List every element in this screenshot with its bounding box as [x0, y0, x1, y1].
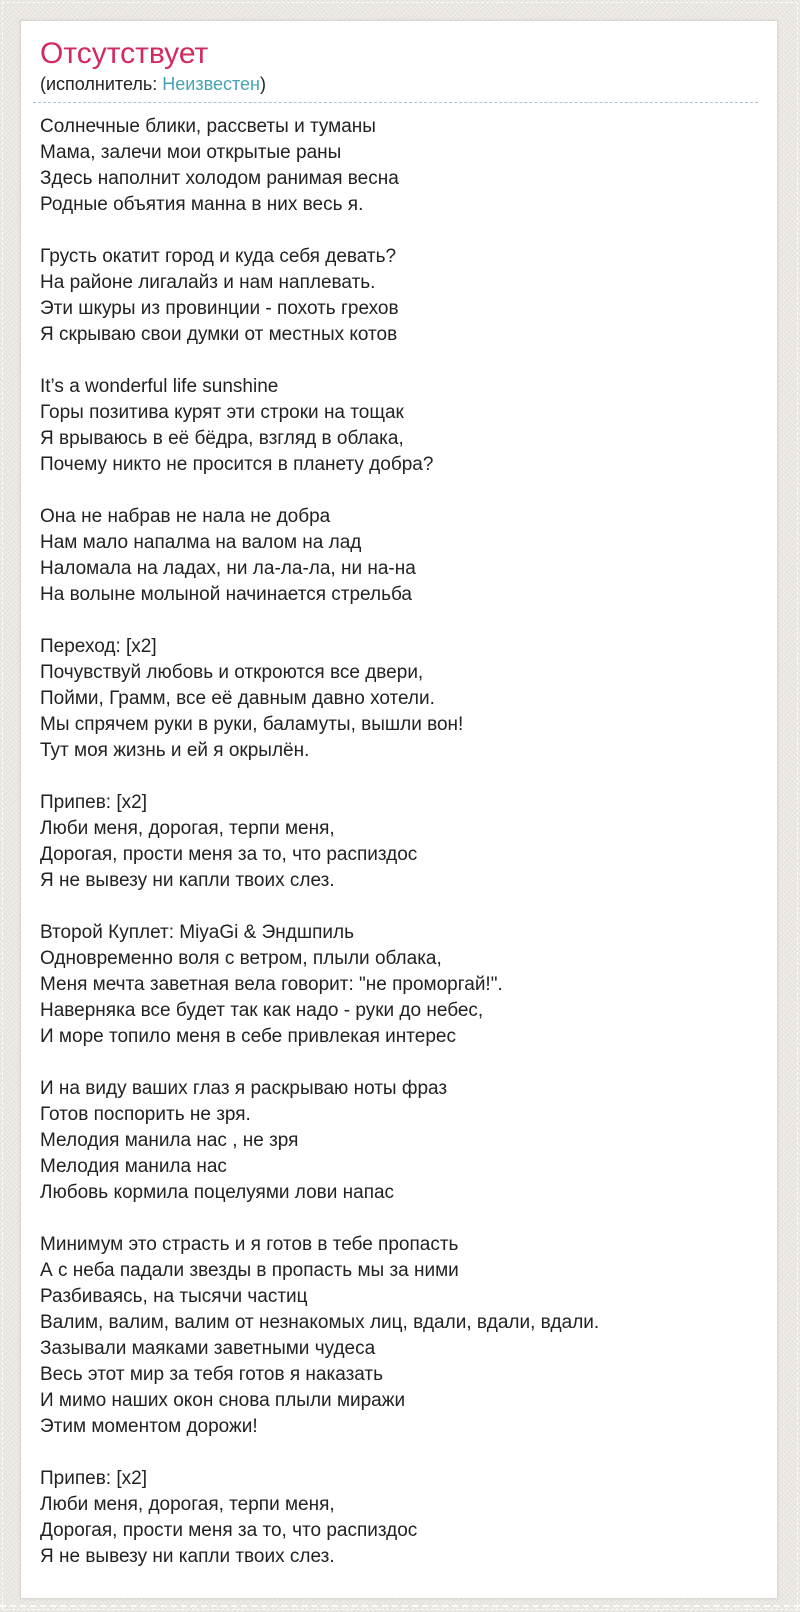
stanza: Она не набрав не нала не добра Нам мало напалма на валом на лад Наломала на ладах, ни ла-ла-ла, ни на-на На волыне молыной начинается стрельба [40, 506, 416, 605]
stanza: Минимум это страсть и я готов в тебе пропасть А с неба падали звезды в пропасть мы за ними Разбиваясь, на тысячи частиц Валим, валим, валим от незнакомых лиц, вдали, вдали, вдали. Зазывали маяками заветными чудеса Весь этот мир за тебя готов я наказать И мимо наших окон снова плыли миражи Этим моментом дорожи! [40, 1234, 600, 1437]
song-title: Отсутствует [40, 37, 209, 70]
lyrics [40, 114, 758, 1570]
stanza: И на виду ваших глаз я раскрываю ноты фраз Готов поспорить не зря. Мелодия манила нас , не зря Мелодия манила нас Любовь кормила поцелуями лови напас [40, 1078, 448, 1203]
stanza: Припев: [x2] Люби меня, дорогая, терпи меня, Дорогая, прости меня за то, что распиздос Я не вывезу ни капли твоих слез. [40, 792, 418, 891]
stanza: It’s a wonderful life sunshine Горы позитива курят эти строки на тощак Я врываюсь в её бёдра, взгляд в облака, Почему никто не просится в планету добра? [40, 376, 434, 475]
stanza: Переход: [x2] Почувствуй любовь и откроются все двери, Пойми, Грамм, все её давным давно хотели. Мы спрячем руки в руки, баламуты, вышли вон! Тут моя жизнь и ей я окрылён. [40, 636, 464, 761]
stanza: Грусть окатит город и куда себя девать? На районе лигалайз и нам наплевать. Эти шкуры из провинции - похоть грехов Я скрываю свои думки от местных котов [40, 246, 399, 345]
bottom-perforation [0, 1605, 800, 1607]
artist-label: (исполнитель: [40, 74, 158, 94]
stanza: Второй Куплет: MiyaGi & Эндшпиль Одновременно воля с ветром, плыли облака, Меня мечта заветная вела говорит: "не проморгай!". Наверняка все будет так как надо - руки до небес, И море топило меня в себе привлекая интерес [40, 922, 503, 1047]
dashed-separator [33, 102, 758, 103]
stanza: Солнечные блики, рассветы и туманы Мама, залечи мои открытые раны Здесь наполнит холодом ранимая весна Родные объятия манна в них весь я. [40, 116, 399, 215]
stanza: Припев: [x2] Люби меня, дорогая, терпи меня, Дорогая, прости меня за то, что распиздос Я не вывезу ни капли твоих слез. [40, 1468, 418, 1567]
artist-link[interactable]: Неизвестен [162, 74, 260, 94]
artist-line [40, 73, 758, 95]
lyrics-card [20, 20, 778, 1599]
artist-suffix: ) [259, 74, 266, 94]
